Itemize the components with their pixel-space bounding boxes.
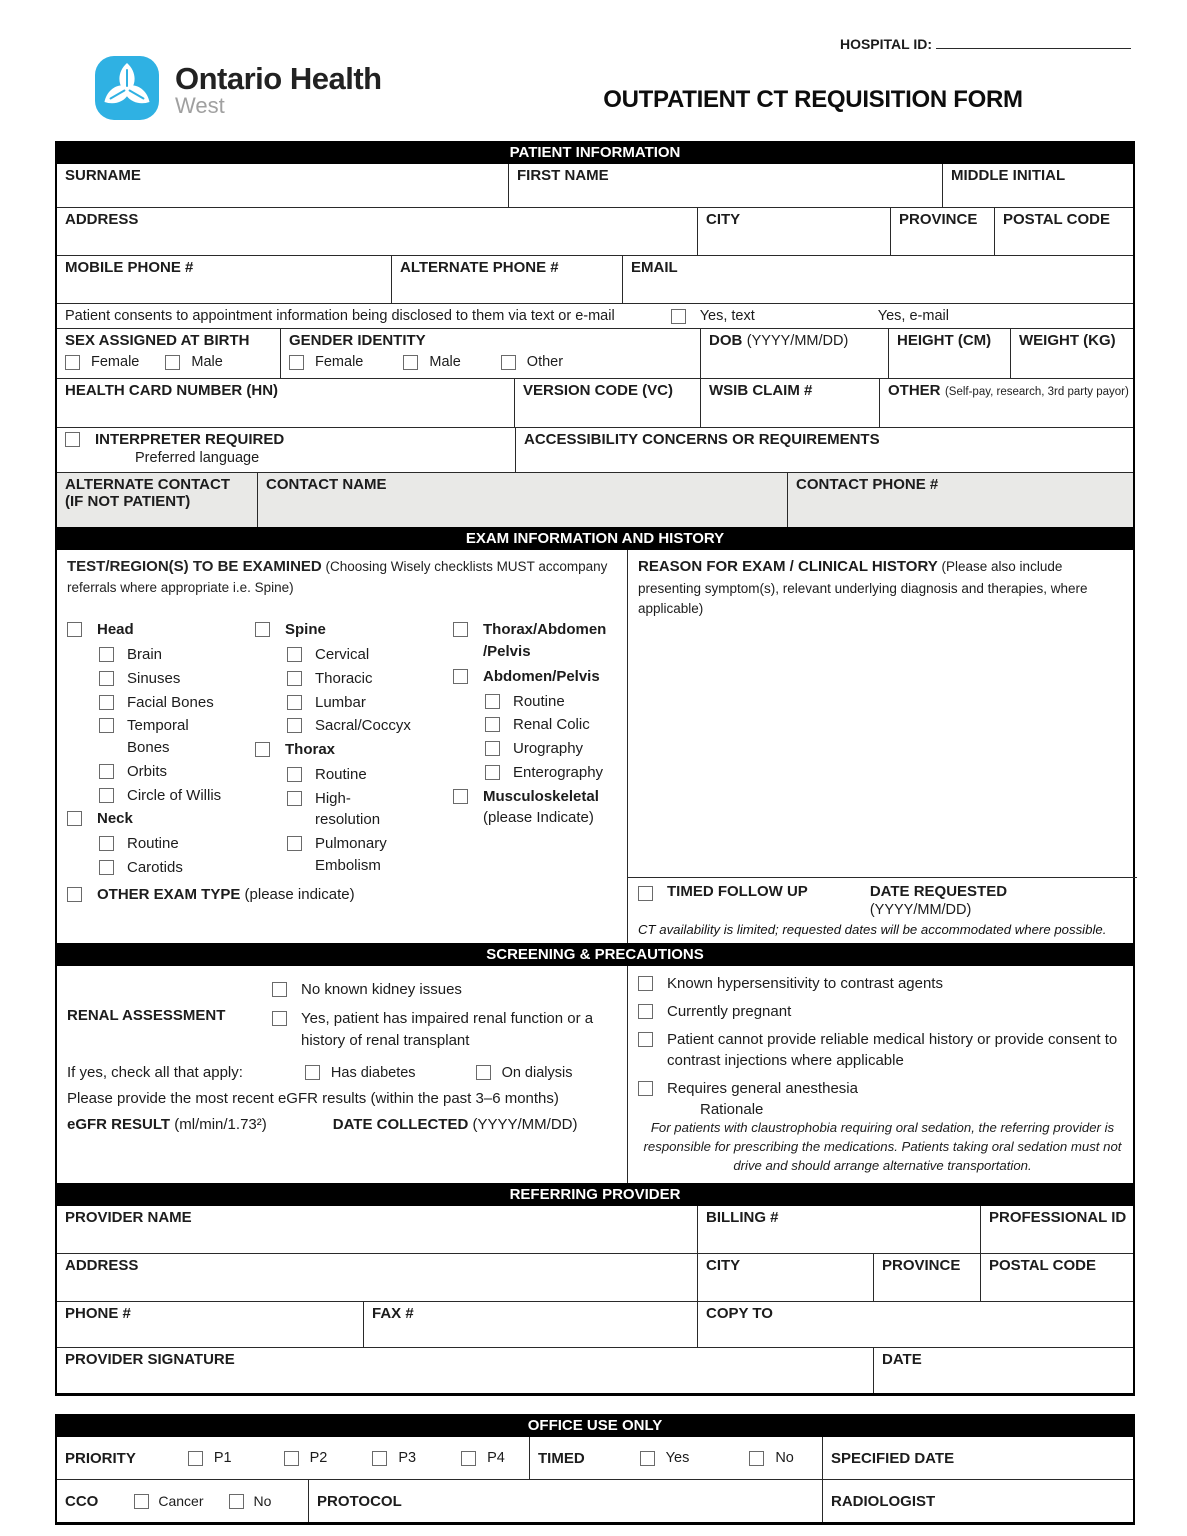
timed-cell [529,1437,822,1479]
section-screening-precautions: SCREENING & PRECAUTIONS [55,943,1135,966]
head-circle-of-willis-label: Circle of Willis [127,786,222,804]
checkbox-head-circle-of-willis[interactable] [99,788,114,803]
renal-assessment-label: RENAL ASSESSMENT [67,1006,226,1024]
other-exam-note: (please indicate) [244,886,355,903]
specified-date-field[interactable] [822,1437,1137,1479]
logo-text [175,60,382,118]
exam-region-columns [67,619,617,880]
checkbox-thorax[interactable] [255,742,270,757]
trillium-icon [95,56,159,125]
priority-p1-label: P1 [213,1450,232,1467]
health-card-label: HEALTH CARD NUMBER (HN) [65,382,279,399]
consent-row [57,304,1133,328]
checkbox-has-diabetes[interactable] [305,1065,320,1080]
section-exam-information: EXAM INFORMATION AND HISTORY [55,527,1135,550]
checkbox-head-facial-bones[interactable] [99,695,114,710]
thorax-abdomen-pelvis-label: Thorax/Abdomen /Pelvis [483,621,607,661]
other-payor-label: OTHER [888,382,941,399]
city-field[interactable] [697,208,890,255]
reason-history-cell [627,550,1137,943]
brand-region: West [175,92,225,118]
ct-availability-note: CT availability is limited; requested dates will be accommodated where possible. [638,922,1107,937]
checkbox-timed-yes[interactable] [640,1451,655,1466]
currently-pregnant-label: Currently pregnant [667,1002,792,1020]
has-diabetes-label: Has diabetes [330,1064,416,1081]
contact-name-label: CONTACT NAME [266,476,387,493]
priority-cell [57,1437,529,1479]
checkbox-hypersensitivity[interactable] [638,976,653,991]
provider-province-label: PROVINCE [882,1257,961,1275]
hospital-id-field[interactable] [936,34,1131,49]
checkbox-timed-follow-up[interactable] [638,886,653,901]
form-title: OUTPATIENT CT REQUISITION FORM [603,86,1023,113]
checkbox-interpreter-required[interactable] [65,432,80,447]
thorax-pulmonary-embolism-label: Pulmonary Embolism [315,835,387,874]
gender-other-label: Other [526,354,564,370]
mobile-phone-field[interactable] [57,256,391,303]
sex-assigned-cell [57,329,280,378]
checkbox-priority-p4[interactable] [461,1451,476,1466]
exam-col-3 [453,619,621,880]
checkbox-gender-female[interactable] [289,355,304,370]
provider-postal-label: POSTAL CODE [989,1257,1096,1275]
on-dialysis-label: On dialysis [501,1064,573,1081]
cco-no-label: No [253,1493,272,1510]
preferred-language-field[interactable]: Preferred language [135,450,260,466]
provider-name-field[interactable] [57,1206,697,1253]
checkbox-sex-male[interactable] [165,355,180,370]
sex-male-label: Male [191,354,223,370]
province-field[interactable] [890,208,994,255]
ap-urography-label: Urography [513,740,584,758]
checkbox-gender-male[interactable] [403,355,418,370]
cco-cancer-label: Cancer [158,1493,204,1510]
gender-identity-label: GENDER IDENTITY [289,332,426,349]
office-timed-label: TIMED [538,1449,585,1467]
neck-label: Neck [97,810,133,828]
renal-assessment-cell [57,966,627,1183]
checkbox-impaired-renal[interactable] [272,1011,287,1026]
neck-carotids-label: Carotids [127,858,183,876]
checkbox-consent-text[interactable] [671,309,686,324]
checkbox-general-anesthesia[interactable] [638,1081,653,1096]
timed-yes-label: Yes [665,1450,690,1467]
email-label: EMAIL [631,259,678,276]
checkbox-thorax-pulmonary-embolism[interactable] [287,836,302,851]
middle-initial-field[interactable] [942,164,1137,207]
provider-name-label: PROVIDER NAME [65,1209,192,1227]
checkbox-priority-p2[interactable] [284,1451,299,1466]
checkbox-on-dialysis[interactable] [476,1065,491,1080]
provider-city-field[interactable] [697,1254,873,1301]
mobile-phone-label: MOBILE PHONE # [65,259,194,276]
checkbox-spine[interactable] [255,622,270,637]
wsib-claim-field[interactable] [700,379,879,427]
checkbox-neck-routine[interactable] [99,836,114,851]
brand-name: Ontario Health [175,60,382,96]
provider-address-label: ADDRESS [65,1257,139,1275]
checkbox-spine-lumbar[interactable] [287,695,302,710]
spine-lumbar-label: Lumbar [315,693,366,711]
musculoskeletal-note: (please Indicate) [483,809,594,827]
email-field[interactable] [622,256,1137,303]
consent-yes-text-label: Yes, text [699,308,755,324]
checkbox-cannot-provide-history[interactable] [638,1032,653,1047]
specified-date-label: SPECIFIED DATE [831,1449,955,1467]
test-regions-label: TEST/REGION(S) TO BE EXAMINED [67,558,322,575]
thorax-high-resolution-label: High-resolution [315,789,381,829]
interpreter-cell [57,428,515,472]
egfr-result-label: eGFR RESULT [67,1116,171,1134]
spine-label: Spine [285,621,326,639]
checkbox-thorax-routine[interactable] [287,767,302,782]
checkbox-priority-p3[interactable] [372,1451,387,1466]
checkbox-thorax-abdomen-pelvis[interactable] [453,622,468,637]
sex-assigned-label: SEX ASSIGNED AT BIRTH [65,332,250,349]
middle-initial-label: MIDDLE INITIAL [951,167,1066,184]
postal-code-field[interactable] [994,208,1137,255]
checkbox-no-kidney-issues[interactable] [272,982,287,997]
reason-for-exam-field[interactable] [628,550,1137,877]
exam-table [55,550,1135,943]
version-code-field[interactable] [514,379,700,427]
section-patient-information: PATIENT INFORMATION [55,141,1135,164]
checkbox-ap-urography[interactable] [485,741,500,756]
reason-for-exam-label: REASON FOR EXAM / CLINICAL HISTORY [638,558,938,575]
page-header [55,0,1135,141]
protocol-field[interactable] [308,1480,822,1522]
head-facial-bones-label: Facial Bones [127,693,214,711]
checkbox-timed-no[interactable] [749,1451,764,1466]
version-code-label: VERSION CODE (VC) [523,382,674,399]
checkbox-ap-routine[interactable] [485,694,500,709]
requisition-form [55,0,1135,1525]
alternate-phone-field[interactable] [391,256,622,303]
date-collected-label: DATE COLLECTED [332,1116,469,1134]
priority-p4-label: P4 [487,1450,505,1467]
provider-signature-label: PROVIDER SIGNATURE [65,1351,235,1369]
provider-phone-label: PHONE # [65,1305,131,1323]
priority-label: PRIORITY [65,1449,136,1467]
egfr-unit: (ml/min/1.73²) [174,1116,267,1134]
other-payor-note: (Self-pay, research, 3rd party payor) [944,386,1129,398]
egfr-result-field[interactable] [67,1116,267,1133]
height-label: HEIGHT (CM) [897,332,992,349]
ap-renal-colic-label: Renal Colic [513,716,590,734]
checkbox-head[interactable] [67,622,82,637]
ontario-health-logo [95,56,382,125]
health-card-field[interactable] [57,379,514,427]
checkbox-head-orbits[interactable] [99,764,114,779]
cco-label: CCO [65,1492,99,1510]
contact-phone-field[interactable] [787,473,1137,527]
provider-phone-field[interactable] [57,1302,363,1347]
alternate-contact-label-line2: (IF NOT PATIENT) [65,493,191,510]
section-referring-provider: REFERRING PROVIDER [55,1183,1135,1206]
hospital-id-label: HOSPITAL ID: [839,36,932,52]
checkbox-head-brain[interactable] [99,647,114,662]
date-requested-format: (YYYY/MM/DD) [869,902,972,918]
checkbox-cco-cancer[interactable] [134,1494,149,1509]
provider-province-field[interactable] [873,1254,980,1301]
head-sinuses-label: Sinuses [127,669,181,687]
general-anesthesia-label: Requires general anesthesia [667,1080,858,1097]
ap-routine-label: Routine [513,692,565,710]
egfr-instruction: Please provide the most recent eGFR results (within the past 3–6 months) [67,1090,559,1108]
billing-number-field[interactable] [697,1206,980,1253]
ap-enterography-label: Enterography [513,763,604,781]
date-collected-format: (YYYY/MM/DD) [472,1116,578,1134]
timed-no-label: No [775,1450,794,1467]
checkbox-head-temporal-bones[interactable] [99,718,114,733]
checkbox-cco-no[interactable] [229,1494,244,1509]
billing-number-label: BILLING # [706,1209,779,1227]
provider-postal-field[interactable] [980,1254,1137,1301]
checkbox-spine-thoracic[interactable] [287,671,302,686]
checkbox-gender-other[interactable] [501,355,516,370]
head-brain-label: Brain [127,646,163,664]
test-regions-note: (Choosing Wisely checklists MUST accompany referrals where appropriate i.e. Spine) [67,559,608,595]
alternate-contact-cell [57,473,257,527]
dob-field[interactable] [700,329,888,378]
other-payor-field[interactable] [879,379,1137,427]
provider-signature-field[interactable] [57,1348,873,1393]
checkbox-musculoskeletal[interactable] [453,789,468,804]
checkbox-spine-sacral-coccyx[interactable] [287,718,302,733]
hypersensitivity-label: Known hypersensitivity to contrast agents [667,975,943,992]
weight-label: WEIGHT (KG) [1019,332,1116,349]
no-kidney-issues-label: No known kidney issues [301,981,462,998]
checkbox-spine-cervical[interactable] [287,647,302,662]
screening-table [55,966,1135,1183]
accessibility-label: ACCESSIBILITY CONCERNS OR REQUIREMENTS [524,431,880,448]
accessibility-field[interactable] [515,428,1137,472]
other-exam-label: OTHER EXAM TYPE [97,886,241,903]
hospital-id [840,34,1131,52]
checkbox-other-exam-type[interactable] [67,887,82,902]
checkbox-thorax-high-resolution[interactable] [287,791,302,806]
spine-sacral-coccyx-label: Sacral/Coccyx [315,717,411,735]
contact-phone-label: CONTACT PHONE # [796,476,939,493]
neck-routine-label: Routine [127,835,179,853]
checkbox-neck-carotids[interactable] [99,860,114,875]
radiologist-field[interactable] [822,1480,1137,1522]
interpreter-label: INTERPRETER REQUIRED [95,431,285,448]
gender-female-label: Female [315,354,364,370]
first-name-field[interactable] [508,164,942,207]
thorax-label: Thorax [285,741,336,759]
signature-date-field[interactable] [873,1348,1137,1393]
wsib-claim-label: WSIB CLAIM # [709,382,813,399]
head-orbits-label: Orbits [127,762,168,780]
timed-follow-up-row [628,877,1137,921]
provider-table [55,1206,1135,1396]
cannot-provide-history-label: Patient cannot provide reliable medical history or provide consent to contrast injections where applicable [667,1030,1118,1070]
checkbox-abdomen-pelvis[interactable] [453,669,468,684]
date-collected-field[interactable] [333,1116,578,1133]
spine-thoracic-label: Thoracic [315,669,373,687]
musculoskeletal-label: Musculoskeletal [483,787,599,805]
date-requested-label: DATE REQUESTED [869,883,1008,900]
exam-col-1 [67,619,255,880]
sedation-note: For patients with claustrophobia requiring oral sedation, the referring provider is responsible for prescribing the medications. Patients taking oral sedation must not drive and should arrange alternative transportation. [643,1119,1122,1174]
surname-label: SURNAME [65,167,141,184]
office-table [55,1437,1135,1525]
if-yes-label: If yes, check all that apply: [67,1064,243,1082]
consent-text: Patient consents to appointment information being disclosed to them via text or e-mail [65,308,615,324]
priority-p2-label: P2 [309,1450,328,1467]
address-field[interactable] [57,208,697,255]
signature-date-label: DATE [882,1351,922,1369]
section-office-use-only: OFFICE USE ONLY [55,1414,1135,1437]
consent-yes-email-label: Yes, e-mail [877,308,949,324]
thorax-routine-label: Routine [315,765,367,783]
provider-city-label: CITY [706,1257,741,1275]
patient-table [55,164,1135,527]
alternate-phone-label: ALTERNATE PHONE # [400,259,559,276]
copy-to-label: COPY TO [706,1305,773,1323]
alternate-contact-label-line1: ALTERNATE CONTACT [65,476,230,493]
provider-fax-label: FAX # [372,1305,414,1323]
provider-address-field[interactable] [57,1254,697,1301]
date-requested-field[interactable] [870,883,1007,919]
professional-id-label: PROFESSIONAL ID [989,1209,1127,1227]
city-label: CITY [706,211,741,228]
copy-to-field[interactable] [697,1302,1137,1347]
priority-p3-label: P3 [398,1450,417,1467]
checkbox-sex-female[interactable] [65,355,80,370]
radiologist-label: RADIOLOGIST [831,1492,936,1510]
province-label: PROVINCE [899,211,978,228]
gender-male-label: Male [429,354,461,370]
head-label: Head [97,621,134,639]
test-regions-cell [57,550,627,943]
exam-col-2 [255,619,453,880]
contact-name-field[interactable] [257,473,787,527]
sex-female-label: Female [91,354,140,370]
first-name-label: FIRST NAME [517,167,609,184]
timed-follow-up-label: TIMED FOLLOW UP [667,883,808,900]
dob-label: DOB [709,332,743,349]
checkbox-head-sinuses[interactable] [99,671,114,686]
impaired-renal-label: Yes, patient has impaired renal function or a history of renal transplant [301,1009,594,1049]
dob-format: (YYYY/MM/DD) [746,333,849,349]
professional-id-field[interactable] [980,1206,1137,1253]
spine-cervical-label: Cervical [315,646,370,664]
head-temporal-bones-label: Temporal Bones [127,717,189,757]
address-label: ADDRESS [65,211,139,228]
abdomen-pelvis-label: Abdomen/Pelvis [483,667,600,685]
height-field[interactable] [888,329,1010,378]
surname-field[interactable] [57,164,508,207]
weight-field[interactable] [1010,329,1137,378]
cco-cell [57,1480,308,1522]
checkbox-priority-p1[interactable] [188,1451,203,1466]
other-exam-row [67,886,355,903]
gender-identity-cell [280,329,700,378]
checkbox-currently-pregnant[interactable] [638,1004,653,1019]
checkbox-ap-renal-colic[interactable] [485,717,500,732]
checkbox-neck[interactable] [67,811,82,826]
provider-fax-field[interactable] [363,1302,697,1347]
rationale-field[interactable]: Rationale [700,1100,764,1118]
checkbox-ap-enterography[interactable] [485,765,500,780]
precautions-cell [627,966,1137,1183]
protocol-label: PROTOCOL [317,1492,402,1510]
postal-code-label: POSTAL CODE [1003,211,1110,228]
reason-for-exam-note: (Please also include presenting symptom(s), relevant underlying diagnosis and therapies, where applicable) [638,559,1088,616]
